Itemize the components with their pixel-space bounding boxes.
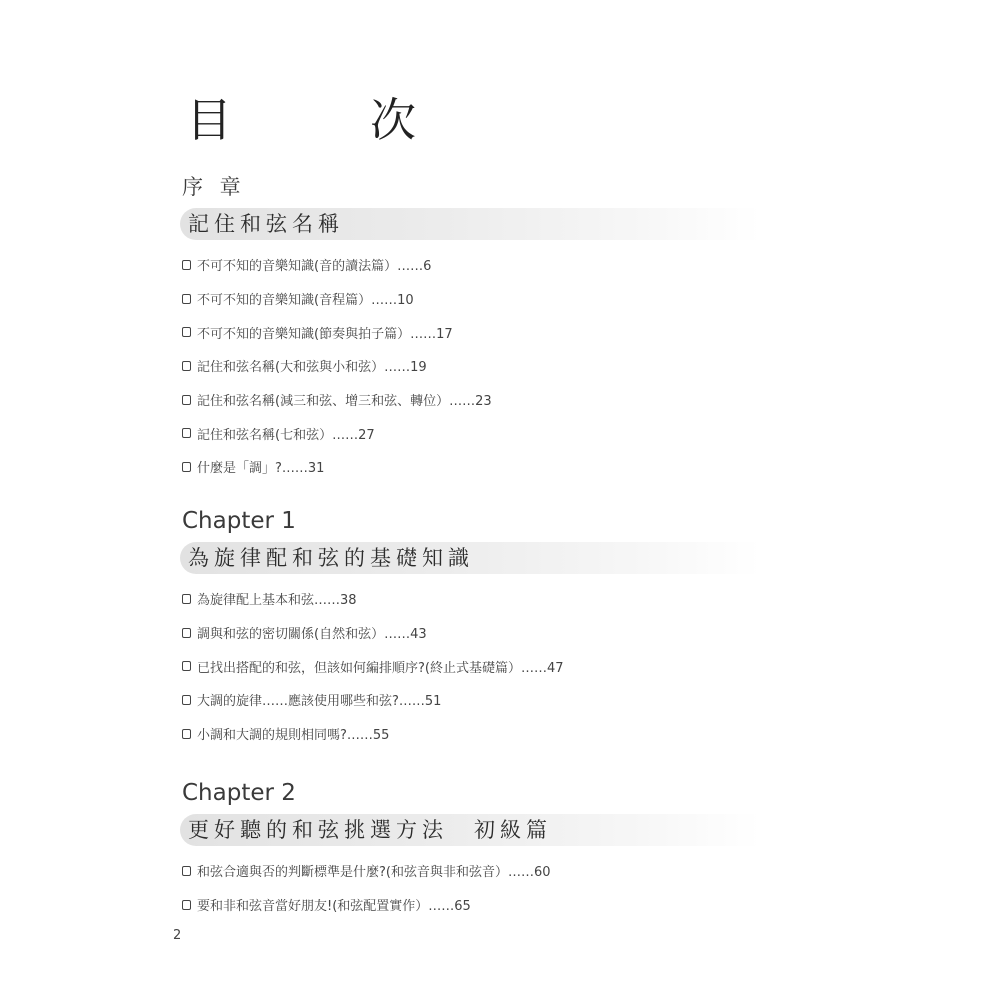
toc-entry[interactable] — [180, 888, 760, 922]
toc-entry-text: 什麼是「調」?……31 — [197, 461, 325, 477]
checkbox-icon — [182, 628, 191, 638]
toc-entry-text: 不可不知的音樂知識(節奏與拍子篇）……17 — [197, 326, 453, 342]
toc-entry[interactable] — [180, 383, 760, 417]
toc-entry[interactable] — [180, 248, 760, 282]
toc-entry[interactable] — [180, 616, 760, 650]
toc-entry[interactable] — [180, 649, 760, 683]
toc-entry[interactable] — [180, 282, 760, 316]
toc-entry-text: 記住和弦名稱(大和弦與小和弦）……19 — [197, 360, 427, 376]
checkbox-icon — [182, 729, 191, 739]
checkbox-icon — [182, 361, 191, 371]
checkbox-icon — [182, 395, 191, 405]
toc-entry[interactable] — [180, 416, 760, 450]
checkbox-icon — [182, 294, 191, 304]
toc-entry-text: 為旋律配上基本和弦……38 — [197, 593, 357, 609]
toc-entry[interactable] — [180, 582, 760, 616]
toc-section-prologue — [180, 170, 760, 484]
checkbox-icon — [182, 900, 191, 910]
toc-entry-text: 已找出搭配的和弦，但該如何編排順序?(終止式基礎篇）……47 — [197, 660, 564, 676]
chapter-heading: 記住和弦名稱 — [180, 208, 760, 240]
toc-entry-text: 記住和弦名稱(減三和弦、增三和弦、轉位）……23 — [197, 394, 492, 410]
toc-entry-text: 要和非和弦音當好朋友!(和弦配置實作）……65 — [197, 899, 471, 915]
checkbox-icon — [182, 661, 191, 671]
chapter-heading: 更好聽的和弦挑選方法 初級篇 — [180, 814, 760, 846]
toc-entry[interactable] — [180, 854, 760, 888]
page-number: 2 — [173, 928, 182, 943]
toc-entry-text: 小調和大調的規則相同嗎?……55 — [197, 728, 390, 744]
chapter-label: 序 章 — [182, 175, 246, 199]
checkbox-icon — [182, 866, 191, 876]
toc-entry-text: 記住和弦名稱(七和弦）……27 — [197, 427, 375, 443]
chapter-heading: 為旋律配和弦的基礎知識 — [180, 542, 760, 574]
chapter-label: Chapter 1 — [182, 508, 296, 534]
checkbox-icon — [182, 428, 191, 438]
checkbox-icon — [182, 695, 191, 705]
checkbox-icon — [182, 462, 191, 472]
toc-entry-text: 調與和弦的密切關係(自然和弦）……43 — [197, 627, 427, 643]
toc-entry-text: 不可不知的音樂知識(音的讀法篇）……6 — [197, 259, 432, 275]
checkbox-icon — [182, 594, 191, 604]
toc-entry[interactable] — [180, 717, 760, 751]
checkbox-icon — [182, 260, 191, 270]
toc-entry[interactable] — [180, 315, 760, 349]
chapter-label: Chapter 2 — [182, 780, 296, 806]
toc-entry-text: 和弦合適與否的判斷標準是什麼?(和弦音與非和弦音）……60 — [197, 865, 551, 881]
page-title: 目 次 — [186, 93, 462, 147]
toc-entry[interactable] — [180, 450, 760, 484]
toc-entry[interactable] — [180, 349, 760, 383]
toc-section-chapter-2 — [180, 776, 760, 921]
toc-section-chapter-1 — [180, 504, 760, 750]
toc-entry-text: 不可不知的音樂知識(音程篇）……10 — [197, 293, 414, 309]
toc-entry[interactable] — [180, 683, 760, 717]
toc-entry-text: 大調的旋律……應該使用哪些和弦?……51 — [197, 694, 442, 710]
checkbox-icon — [182, 327, 191, 337]
